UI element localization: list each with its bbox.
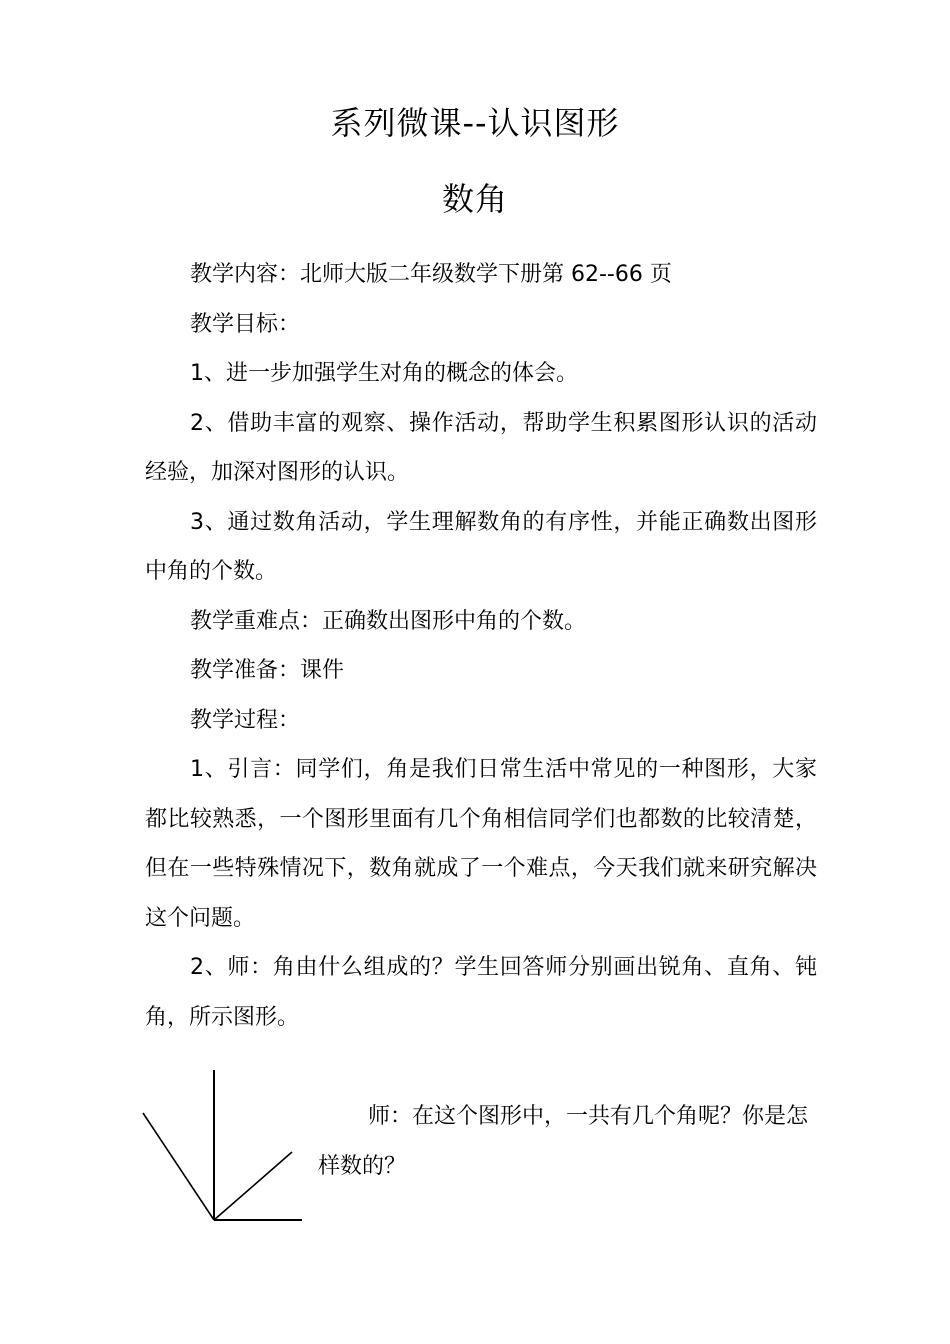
document-title: 系列微课--认识图形 [330, 104, 620, 142]
paragraph: 3、通过数角活动，学生理解数角的有序性，并能正确数出图形中角的个数。 [145, 509, 817, 584]
paragraph: 1、引言：同学们，角是我们日常生活中常见的一种图形，大家都比较熟悉，一个图形里面有几个角相信同学们也都数的比较清楚，但在一些特殊情况下，数角就成了一个难点，今天我们就来研究解决这个问题。 [145, 757, 817, 931]
paragraph: 教学内容：北师大版二年级数学下册第 62--66 页 [190, 262, 672, 287]
ray-upper-left [143, 1113, 214, 1220]
angle-figure [140, 1065, 320, 1230]
paragraph: 教学目标： [190, 311, 301, 337]
figure-caption: 师：在这个图形中，一共有几个角呢？你是怎样数的？ [318, 1104, 809, 1179]
document-body [145, 250, 817, 1042]
ray-upper-right [214, 1152, 292, 1220]
paragraph: 教学重难点：正确数出图形中角的个数。 [190, 608, 587, 634]
figure-caption-block [318, 1092, 808, 1191]
document-subtitle: 数角 [441, 180, 508, 218]
paragraph: 2、借助丰富的观察、操作活动，帮助学生积累图形认识的活动经验，加深对图形的认识。 [145, 410, 817, 485]
paragraph: 2、师：角由什么组成的？学生回答师分别画出锐角、直角、钝角，所示图形。 [145, 955, 817, 1030]
paragraph: 教学准备：课件 [190, 658, 345, 683]
paragraph: 教学过程： [190, 707, 301, 733]
paragraph: 1、进一步加强学生对角的概念的体会。 [190, 361, 578, 386]
